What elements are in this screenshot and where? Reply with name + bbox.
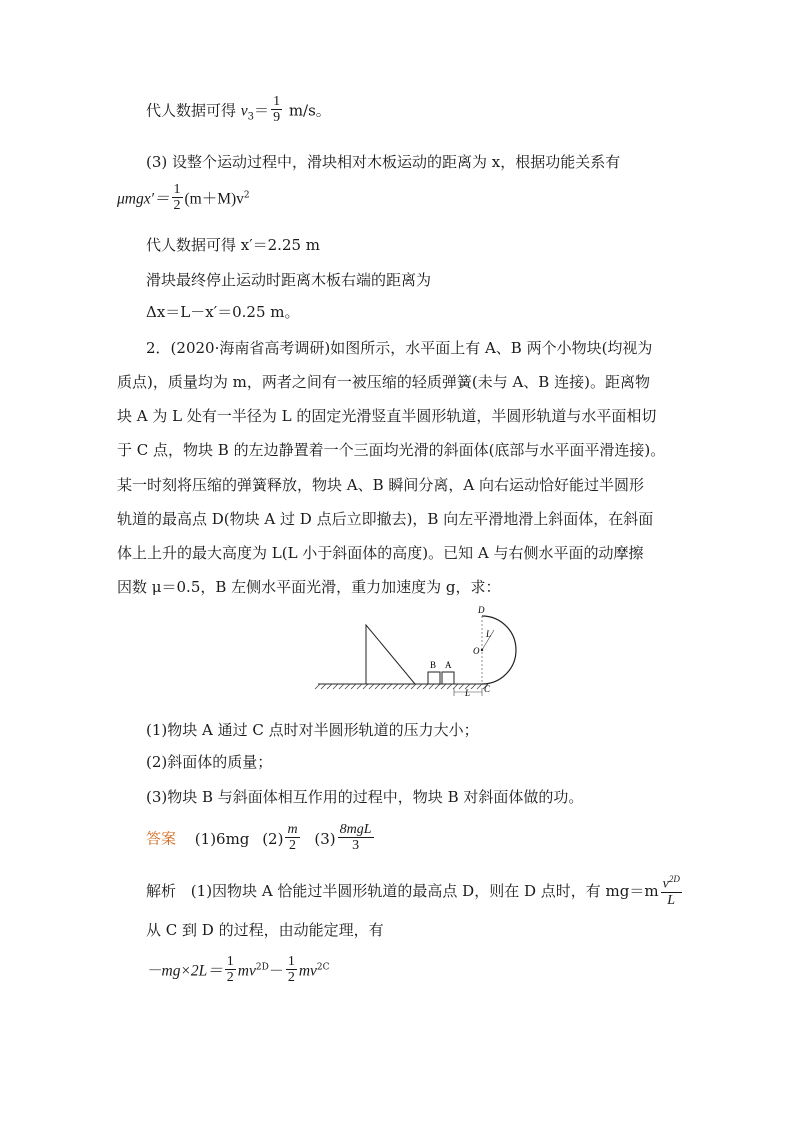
eq-left: －mg×2L＝ <box>146 962 223 980</box>
fraction-num: 1 <box>173 182 181 197</box>
incline-wedge <box>366 625 415 684</box>
fraction-den: 3 <box>352 838 360 853</box>
problem2-line-6: 轨道的最高点 D(物块 A 过 D 点后立即撤去)，B 向左平滑地滑上斜面体，在斜面 <box>117 510 654 528</box>
problem2-line-4: 于 C 点，物块 B 的左边静置着一个三面均光滑的斜面体(底部与水平面平滑连接)。 <box>117 441 666 459</box>
analysis-text-1: (1)因物块 A 恰能过半圆形轨道的最高点 D，则在 D 点时，有 mg＝m <box>190 881 659 900</box>
fraction-half <box>172 182 183 213</box>
question-3: (3)物块 B 与斜面体相互作用的过程中，物块 B 对斜面体做的功。 <box>146 788 584 806</box>
superscript: 2D <box>668 874 680 884</box>
fraction-num: 1 <box>226 954 234 969</box>
analysis-label: 解析 <box>146 881 177 900</box>
superscript: 2D <box>255 962 269 973</box>
answer-2-prefix: (2) <box>262 829 284 848</box>
label-a: A <box>445 660 452 670</box>
answer-1: (1)6mg <box>194 829 250 848</box>
center-point <box>481 649 483 651</box>
answer-3-fraction <box>338 822 374 853</box>
semicircle-track <box>482 616 516 684</box>
question-2: (2)斜面体的质量； <box>146 753 273 771</box>
problem2-line-2: 质点)，质量均为 m，两者之间有一被压缩的轻质弹簧(未与 A、B 连接)。距离物 <box>117 373 650 391</box>
superscript: 2 <box>243 190 250 201</box>
minus: － <box>268 961 284 980</box>
fraction-vd2-over-l <box>661 872 682 908</box>
answer-label: 答案 <box>146 829 177 848</box>
text-prefix: 代人数据可得 <box>146 101 241 120</box>
block-a <box>442 672 454 684</box>
distance-equation: Δx＝L－x′＝0.25 m。 <box>146 303 300 321</box>
label-l-ground: L <box>465 688 471 698</box>
v3-result-line <box>146 96 331 129</box>
energy-equation <box>117 184 250 215</box>
var-v: v <box>240 102 248 120</box>
fraction-num: 1 <box>273 94 281 109</box>
answer-3-prefix: (3) <box>314 829 336 848</box>
distance-text: 滑块最终停止运动时距离木板右端的距离为 <box>146 271 432 289</box>
fraction-den: 2 <box>287 970 295 985</box>
fraction-den: L <box>667 892 676 908</box>
question-1: (1)物块 A 通过 C 点时对半圆形轨道的压力大小； <box>146 721 479 739</box>
fraction-num: 8mgL <box>339 822 372 837</box>
ground-hatch <box>315 684 488 689</box>
substitution-line: 代人数据可得 x′＝2.25 m <box>146 236 321 254</box>
eq-end: mv <box>298 962 317 980</box>
analysis-line-1 <box>146 874 684 910</box>
answer-line <box>146 824 376 855</box>
fraction-num: m <box>287 822 298 837</box>
label-l-radius: L <box>486 629 492 639</box>
block-b <box>428 672 440 684</box>
label-o: O <box>473 646 480 656</box>
unit-text: m/s。 <box>284 101 331 120</box>
analysis-line-2: 从 C 到 D 的过程，由动能定理，有 <box>146 921 384 939</box>
fraction-den: 2 <box>289 838 297 853</box>
fraction-half-2 <box>286 954 297 985</box>
problem2-line-5: 某一时刻将压缩的弹簧释放，物块 A、B 瞬间分离，A 向右运动恰好能过半圆形 <box>117 476 644 494</box>
kinetic-energy-equation <box>146 956 330 987</box>
problem2-line-3: 块 A 为 L 处有一半径为 L 的固定光滑竖直半圆形轨道，半圆形轨道与水平面相切 <box>117 407 657 425</box>
superscript: 2C <box>316 962 330 973</box>
label-d: D <box>478 605 485 615</box>
fraction-den: 2 <box>173 198 181 213</box>
answer-2-fraction <box>285 822 299 853</box>
eq-left: μmgx′＝ <box>117 190 170 208</box>
equals: ＝ <box>254 101 270 120</box>
label-c: C <box>484 684 491 694</box>
label-b: B <box>430 660 437 670</box>
fraction-num: v <box>662 876 669 892</box>
part3-line1: (3) 设整个运动过程中，滑块相对木板运动的距离为 x，根据功能关系有 <box>146 153 621 171</box>
fraction-1-9 <box>271 94 282 125</box>
fraction-den: 9 <box>273 110 281 125</box>
fraction-den: 2 <box>226 970 234 985</box>
subscript: 3 <box>247 111 255 123</box>
problem2-line-1: 2．(2020·海南省高考调研)如图所示，水平面上有 A、B 两个小物块(均视为 <box>146 339 653 357</box>
problem2-line-8: 因数 μ＝0.5，B 左侧水平面光滑，重力加速度为 g，求： <box>117 578 501 596</box>
fraction-num: 1 <box>287 954 295 969</box>
problem2-line-7: 体上上升的最大高度为 L(L 小于斜面体的高度)。已知 A 与右侧水平面的动摩擦 <box>117 544 644 562</box>
physics-diagram <box>318 605 508 700</box>
eq-right: (m＋M)v <box>184 190 244 208</box>
fraction-half-1 <box>225 954 236 985</box>
eq-mid: mv <box>237 962 256 980</box>
